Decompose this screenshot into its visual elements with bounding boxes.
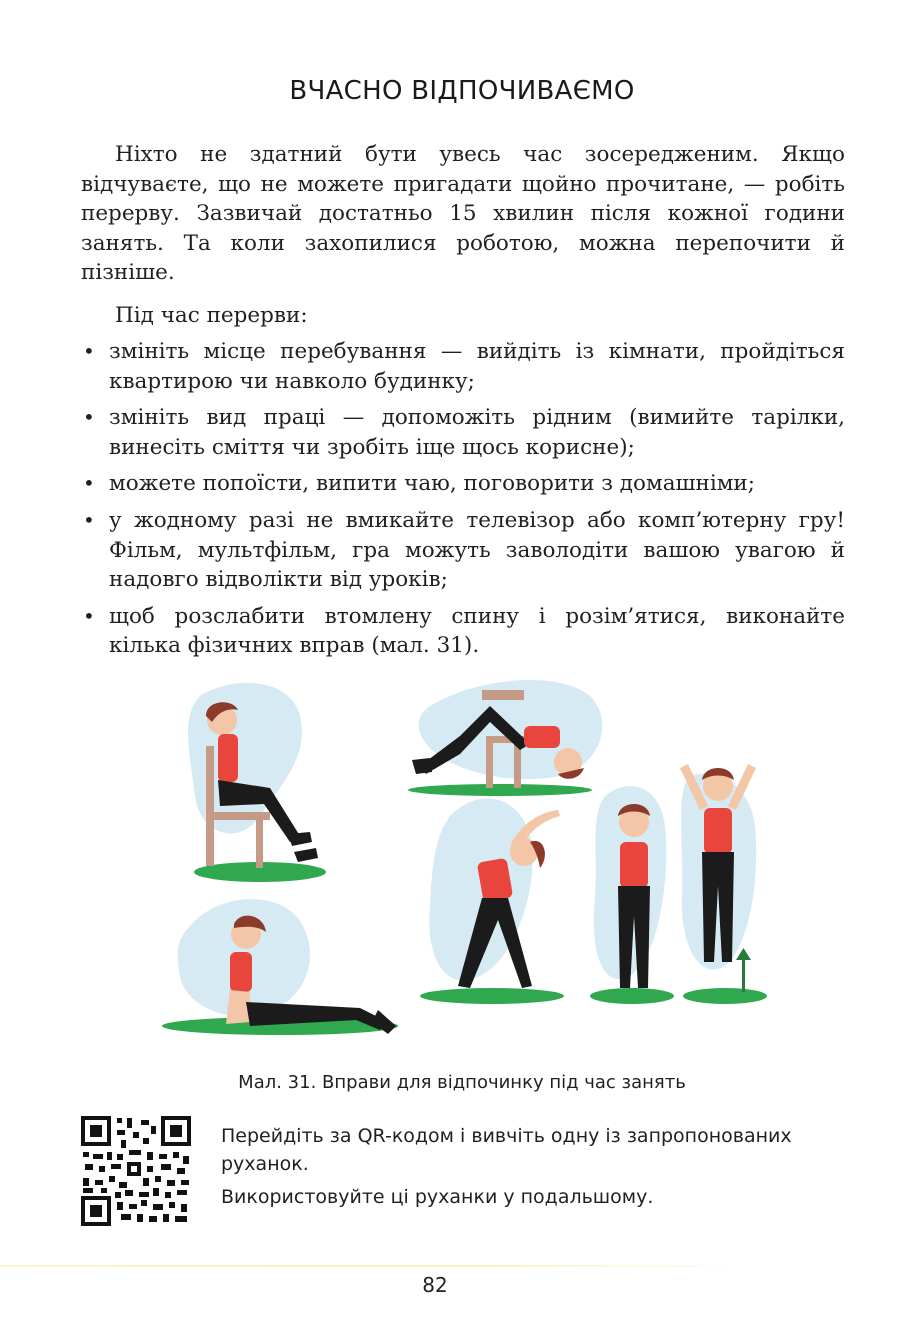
bullet-icon: • <box>83 507 95 532</box>
list-item: • змініть місце перебування — вийдіть із кімнати, пройдіться квартирою чи навколо будинку; <box>83 339 845 394</box>
figure-caption: Мал. 31. Вправи для відпочинку під час занять <box>238 1072 686 1093</box>
standing-figure <box>590 786 674 1004</box>
qr-instruction-line: Перейдіть за QR-кодом і вивчіть одну із запропонованих руханок. <box>221 1125 792 1175</box>
list-item: • щоб розслабити втомлену спину і розім’ятися, виконайте кілька фізичних вправ (мал. 31). <box>83 603 845 659</box>
intro-paragraph: Ніхто не здатний бути увесь час зосередженим. Якщо відчуваєте, що не можете пригадати щойно прочитане, — робіть перерву. Зазвичай достатньо 15 хвилин після кожної години занять. Та коли захопилися роботою, можна перепочити й пізніше. <box>81 142 845 286</box>
cobra-pose-figure <box>162 899 398 1035</box>
list-item: • змініть вид праці — допоможіть рідним (вимийте тарілки, винесіть сміття чи зробіть іще щось корисне); <box>83 405 845 460</box>
page-number: 82 <box>422 1273 448 1297</box>
seated-exercise-figure <box>188 683 326 882</box>
chair-stretch-figure <box>408 680 602 796</box>
list-item: • у жодному разі не вмикайте телевізор або комп’ютерну гру! Фільм, мультфільм, гра можуть заволодіти вашою увагою й надовго відволікти від уроків; <box>83 507 845 593</box>
footer-divider <box>0 1265 750 1267</box>
qr-instructions <box>221 1122 861 1216</box>
qr-instruction-line: Використовуйте ці руханки у подальшому. <box>221 1186 654 1208</box>
side-stretch-figure <box>420 799 564 1004</box>
list-item: • можете попоїсти, випити чаю, поговорити з домашніми; <box>81 469 845 499</box>
exercise-illustration <box>160 676 780 1056</box>
break-tips-list <box>81 337 845 668</box>
bullet-icon: • <box>83 405 95 430</box>
lead-text: Під час перерви: <box>115 303 308 328</box>
qr-code-icon[interactable] <box>81 1116 191 1226</box>
bullet-icon: • <box>83 603 95 628</box>
bullet-icon: • <box>83 471 95 496</box>
jumping-figure <box>680 764 767 1004</box>
page-title: ВЧАСНО ВІДПОЧИВАЄМО <box>289 76 635 106</box>
bullet-icon: • <box>83 339 95 363</box>
